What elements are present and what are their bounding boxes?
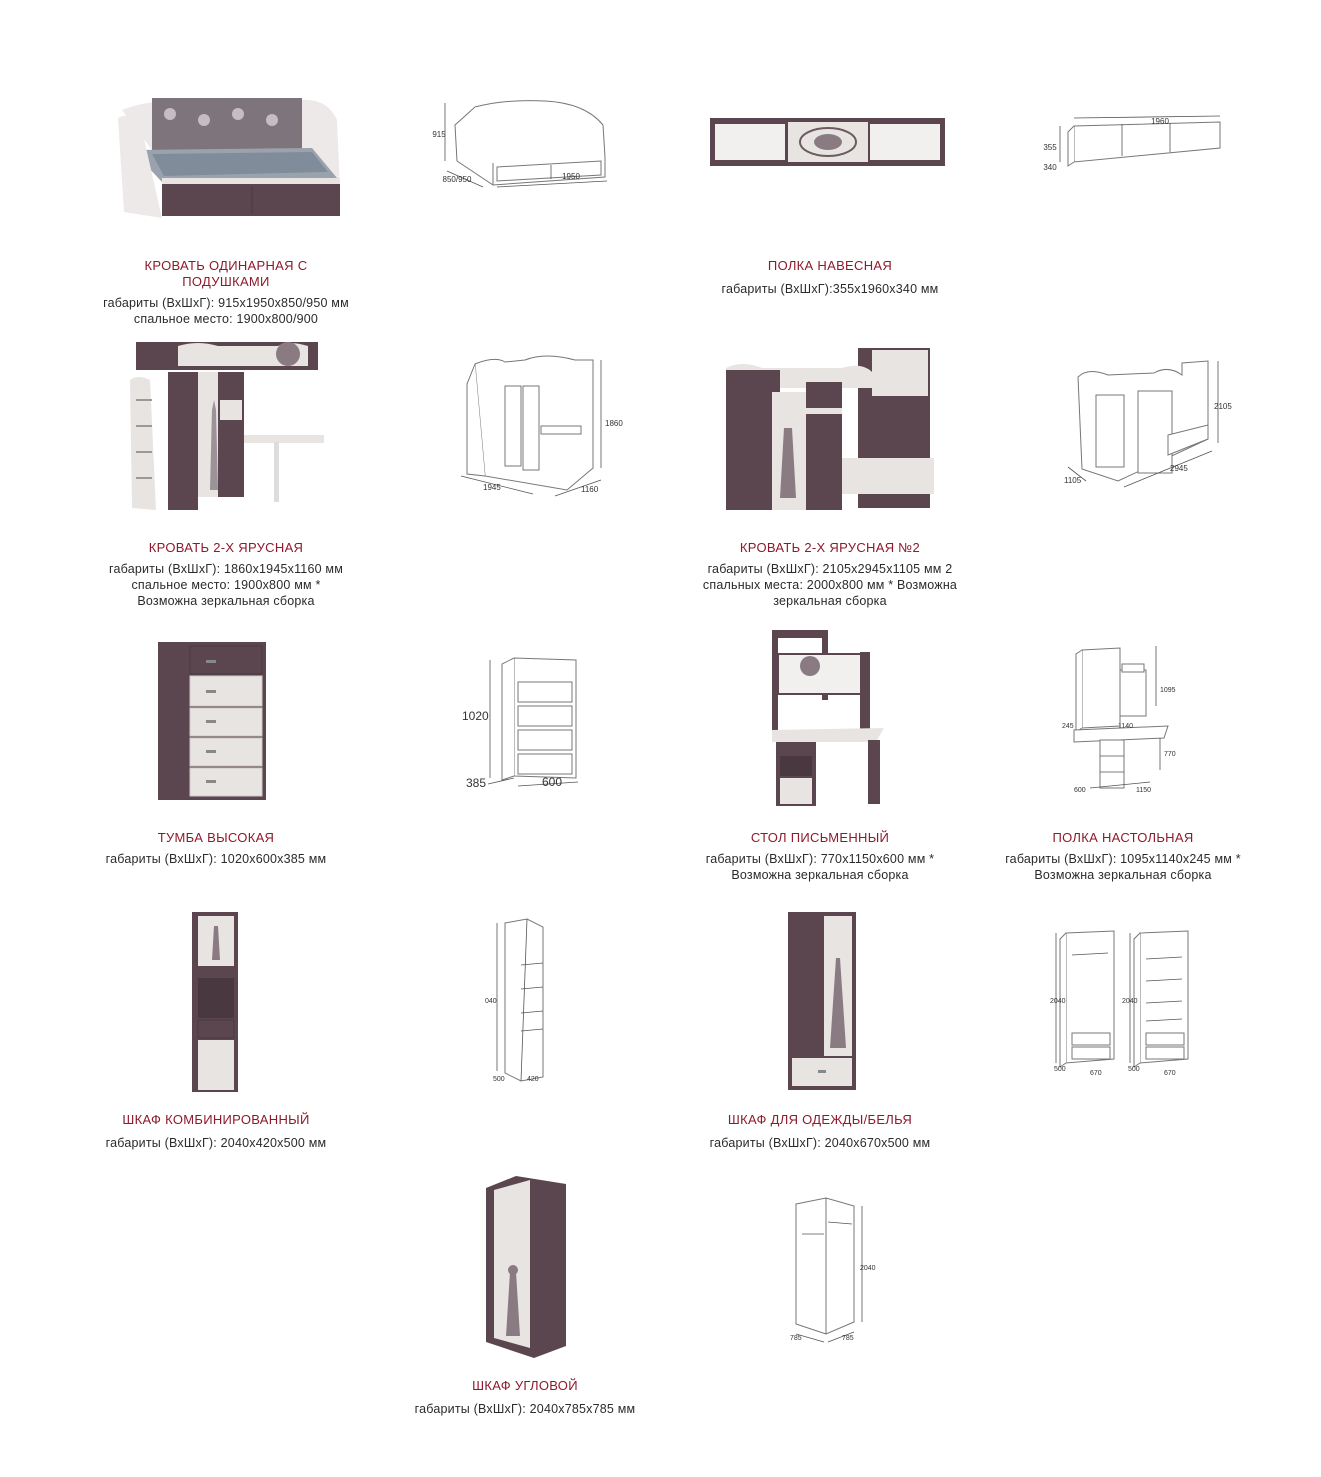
dim-width: 1140 [1118, 723, 1134, 730]
product-title: КРОВАТЬ ОДИНАРНАЯ С ПОДУШКАМИ [144, 258, 308, 289]
dim-width: 670 [1090, 1070, 1102, 1077]
clothes-wardrobe-drawing [1048, 925, 1198, 1075]
dim-desk-height: 770 [1164, 751, 1176, 758]
dim-width: 2945 [1170, 464, 1188, 473]
dim-height: 1095 [1160, 687, 1176, 694]
dim-height: 915 [432, 130, 446, 139]
dim-depth-2: 500 [1128, 1066, 1140, 1073]
dim-width: 785 [842, 1335, 854, 1342]
shelf-hanging-drawing [1040, 112, 1225, 172]
dim-width-2: 670 [1164, 1070, 1176, 1077]
product-dimensions: габариты (ВхШхГ): 1095х1140х245 мм * Возможна зеркальная сборка [1005, 852, 1241, 882]
dim-desk-width: 1150 [1136, 787, 1152, 794]
dim-depth: 385 [466, 776, 487, 790]
dim-height: 1020 [462, 709, 489, 723]
bed-single-photo [112, 90, 344, 220]
shelf-hanging-photo [710, 118, 945, 168]
product-title: КРОВАТЬ 2-Х ЯРУСНАЯ [148, 540, 304, 555]
desk-shelf-drawing [1060, 642, 1190, 798]
product-title: ШКАФ КОМБИНИРОВАННЫЙ [122, 1112, 310, 1127]
product-title: СТОЛ ПИСЬМЕННЫЙ [750, 830, 890, 845]
clothes-wardrobe-photo [788, 912, 858, 1092]
dim-width: 1945 [483, 483, 501, 492]
dim-height: 1860 [605, 419, 623, 428]
dim-depth: 1160 [581, 485, 599, 494]
product-dimensions: габариты (ВхШхГ): 1020х600х385 мм [105, 852, 327, 866]
bunk-bed-photo [128, 340, 320, 512]
dim-desk-depth: 600 [1074, 787, 1086, 794]
dim-depth: 500 [1054, 1066, 1066, 1073]
product-title: КРОВАТЬ 2-Х ЯРУСНАЯ №2 [739, 540, 921, 555]
dim-depth: 785 [790, 1335, 802, 1342]
product-dimensions: габариты (ВхШхГ): 2040х420х500 мм [105, 1136, 327, 1150]
dim-depth: 1105 [1064, 476, 1082, 485]
dim-depth: 340 [1043, 163, 1057, 172]
desk-photo [768, 630, 888, 810]
product-title: ШКАФ УГЛОВОЙ [472, 1378, 578, 1393]
dim-width: 420 [527, 1076, 539, 1083]
dim-depth: 850/950 [442, 175, 472, 184]
combined-wardrobe-photo [192, 912, 240, 1094]
corner-wardrobe-photo [484, 1176, 568, 1360]
dim-width: 600 [542, 775, 563, 789]
bed-single-drawing [432, 95, 620, 187]
product-title: ПОЛКА НАСТОЛЬНАЯ [1052, 830, 1194, 845]
bunk-bed-2-drawing [1058, 355, 1232, 495]
product-dimensions: габариты (ВхШхГ): 2040х785х785 мм [414, 1402, 636, 1416]
tall-cabinet-photo [158, 642, 268, 802]
dim-depth: 245 [1062, 723, 1074, 730]
product-title: ШКАФ ДЛЯ ОДЕЖДЫ/БЕЛЬЯ [727, 1112, 913, 1127]
product-dimensions: габариты (ВхШхГ): 770х1150х600 мм * Возможна зеркальная сборка [705, 852, 935, 882]
dim-height: 2105 [1214, 402, 1232, 411]
dim-depth: 500 [493, 1076, 505, 1083]
dim-height: 040 [485, 998, 497, 1005]
dim-height: 2040 [1050, 998, 1066, 1005]
bunk-bed-2-photo [722, 348, 938, 512]
product-dimensions: габариты (ВхШхГ):355х1960х340 мм [721, 282, 939, 296]
dim-width: 1960 [1151, 117, 1169, 126]
bunk-bed-drawing [445, 350, 623, 500]
product-title: ТУМБА ВЫСОКАЯ [157, 830, 275, 845]
product-title: ПОЛКА НАВЕСНАЯ [767, 258, 893, 273]
product-dimensions: габариты (ВхШхГ): 2105х2945х1105 мм 2 спальных места: 2000х800 мм * Возможна зеркальная сборка [702, 562, 958, 608]
dim-height: 355 [1043, 143, 1057, 152]
dim-height: 2040 [860, 1265, 876, 1272]
combined-wardrobe-drawing [485, 915, 555, 1085]
tall-cabinet-drawing [458, 652, 588, 792]
product-dimensions: габариты (ВхШхГ): 915х1950х850/950 мм спальное место: 1900х800/900 [103, 296, 349, 326]
product-dimensions: габариты (ВхШхГ): 1860х1945х1160 мм спальное место: 1900х800 мм * Возможна зеркальная сборка [108, 562, 344, 608]
product-dimensions: габариты (ВхШхГ): 2040х670х500 мм [709, 1136, 931, 1150]
dim-width: 1950 [562, 172, 580, 181]
corner-wardrobe-drawing [782, 1194, 878, 1344]
dim-height-2: 2040 [1122, 998, 1138, 1005]
